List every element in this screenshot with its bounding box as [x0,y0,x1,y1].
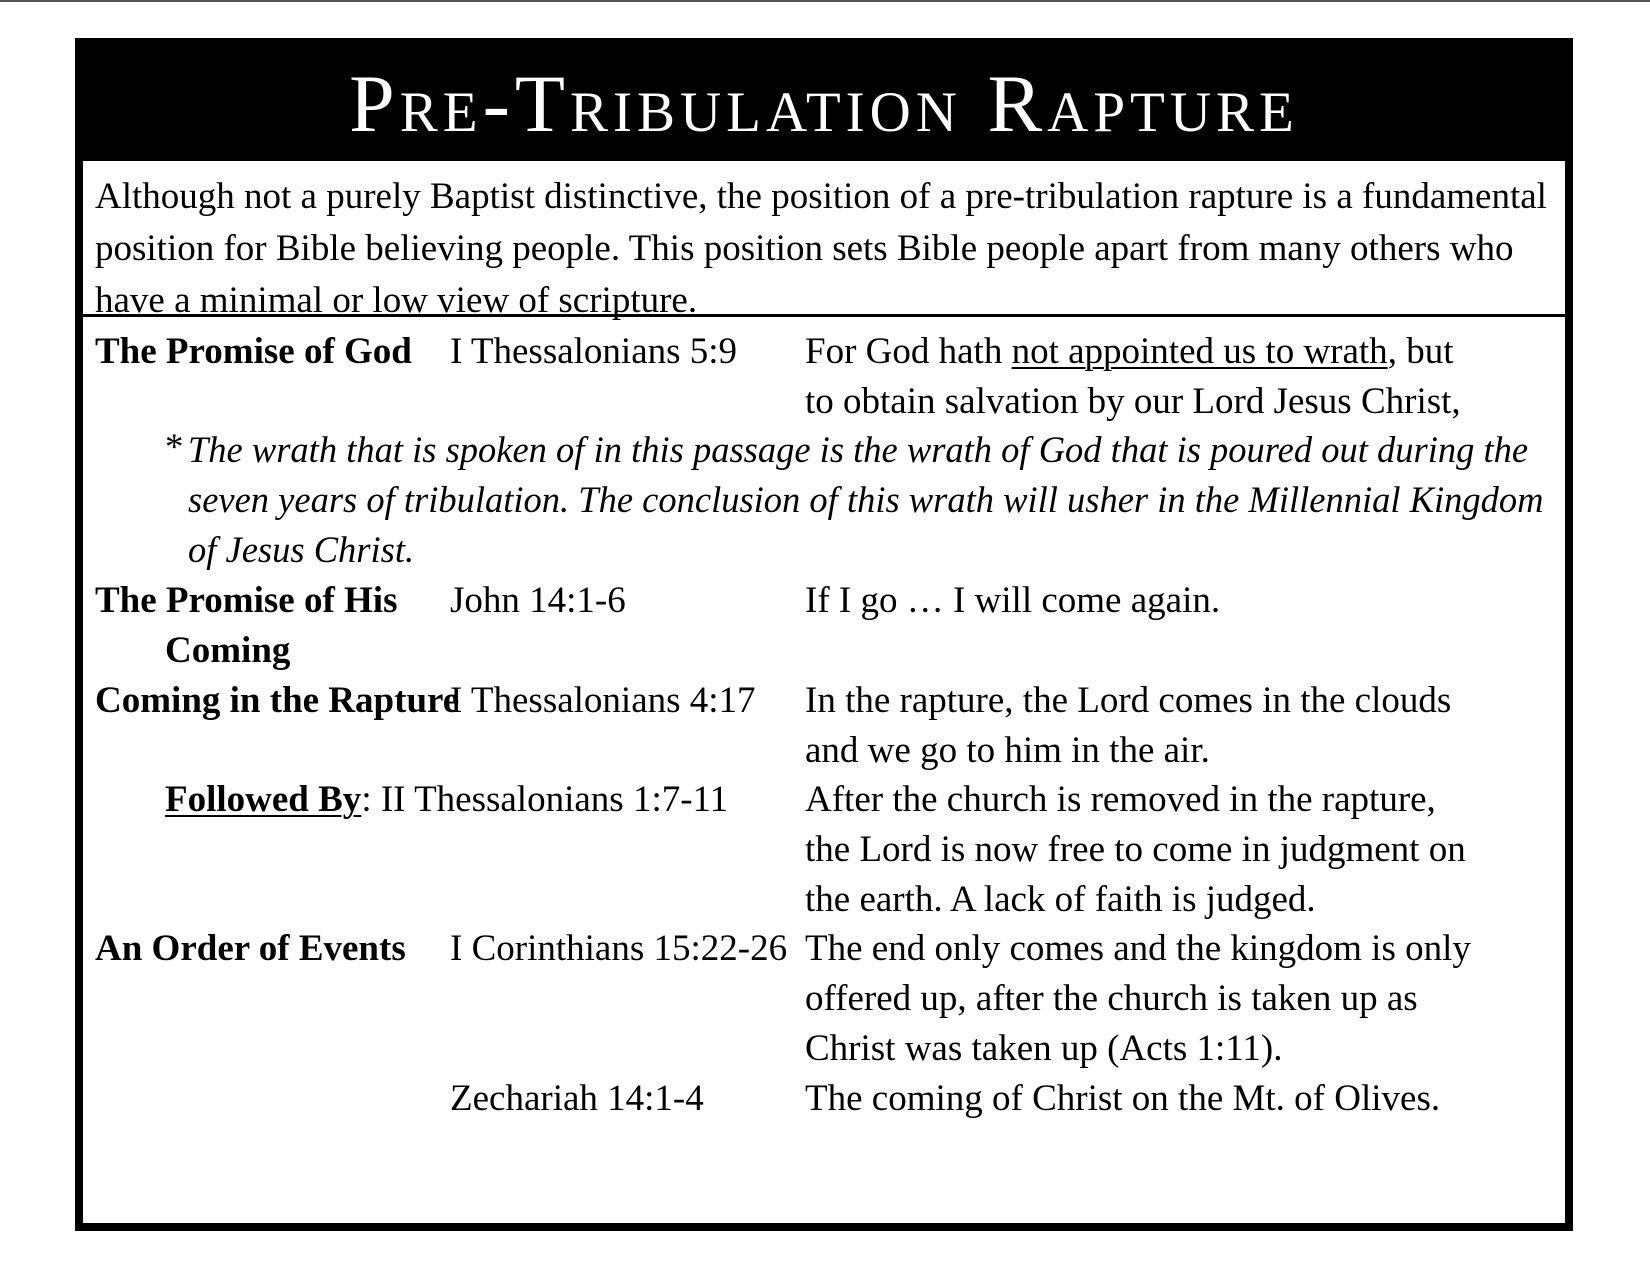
row-heading-promise-of-god: The Promise of God [95,331,412,372]
row-text-line2: and we go to him in the air. [805,730,1210,771]
row-text-after: , but [1387,331,1454,372]
row-text-underlined: not appointed us to wrath [1011,331,1388,372]
chart-frame [75,38,1573,1231]
page-title: Pre-Tribulation Rapture [349,57,1299,149]
row-text: The end only comes and the kingdom is only [805,928,1471,969]
row-text-line2: the Lord is now free to come in judgment on [805,829,1466,870]
row-reference: I Corinthians 15:22-26 [450,928,788,969]
row-reference: I Thessalonians 4:17 [450,680,756,721]
row-text [805,326,1453,378]
row-text-before: For God hath [805,331,1012,372]
row-text-line2: offered up, after the church is taken up as [805,978,1418,1019]
followed-by-colon: : [361,779,372,820]
row-heading-promise-of-his-coming: The Promise of His [95,580,398,621]
intro-paragraph: Although not a purely Baptist distinctive, the position of a pre-tribulation rapture is a fundamental position for Bible believing people. This position sets Bible people apart from many others who have a minimal or low view of scripture. [83,161,1565,317]
row-reference: John 14:1-6 [450,580,626,621]
row-text: In the rapture, the Lord comes in the clouds [805,680,1452,721]
followed-by-line [165,774,728,826]
row-text: The coming of Christ on the Mt. of Olives. [805,1078,1441,1119]
row-text-line2: to obtain salvation by our Lord Jesus Christ, [805,381,1461,422]
wrath-note: The wrath that is spoken of in this passage is the wrath of God that is poured out during the seven years of tribulation. The conclusion of this wrath will usher in the Millennial Kingdom of Jesus Christ. [188,429,1544,570]
row-reference: II Thessalonians 1:7-11 [380,779,729,820]
row-heading-order-of-events: An Order of Events [95,928,406,969]
content-table [83,318,1565,1218]
row-text-line3: Christ was taken up (Acts 1:11). [805,1028,1283,1069]
followed-by-label: Followed By [165,779,362,820]
row-text: After the church is removed in the rapture, [805,779,1436,820]
row-text-line3: the earth. A lack of faith is judged. [805,879,1316,920]
title-bar [83,46,1565,161]
row-heading-coming-in-the-rapture: Coming in the Rapture [95,680,460,721]
page-top-rule [0,0,1650,2]
row-text: If I go … I will come again. [805,580,1221,621]
row-heading-line2: Coming [165,630,291,671]
row-reference: Zechariah 14:1-4 [450,1078,704,1119]
note-marker: * [165,427,184,468]
row-reference: I Thessalonians 5:9 [450,331,738,372]
